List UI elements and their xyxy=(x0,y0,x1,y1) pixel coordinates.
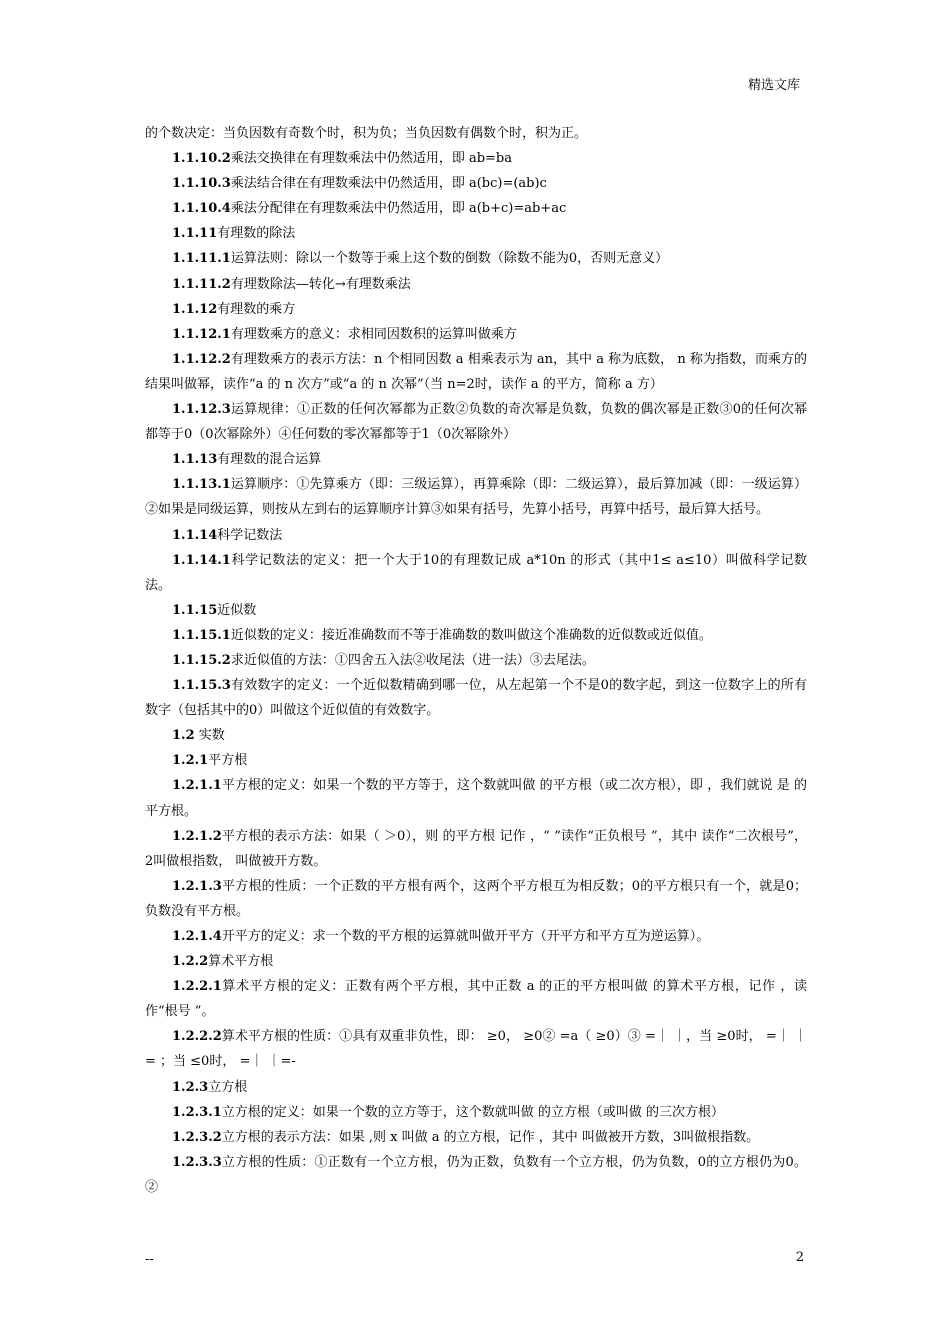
paragraph-text: 算术平方根 xyxy=(208,954,274,970)
paragraph-text: 近似数 xyxy=(217,602,257,618)
section-number: 1.1.12 xyxy=(172,301,218,317)
section-number: 1.1.13.1 xyxy=(172,477,231,493)
page-number: 2 xyxy=(795,1250,804,1265)
paragraph xyxy=(145,598,807,623)
paragraph xyxy=(145,1100,807,1125)
paragraph-text: 有理数乘方的表示方法：n 个相同因数 a 相乘表示为 an，其中 a 称为底数， n 称为指数，而乘方的结果叫做幂，读作“a 的 n 次方”或“a 的 n 次幂”（当 n=2时，读作 a 的平方，简称 a 方） xyxy=(145,351,807,392)
paragraph xyxy=(145,824,807,874)
paragraph xyxy=(145,623,807,648)
paragraph-text: 运算规律：①正数的任何次幂都为正数②负数的奇次幂是负数，负数的偶次幂是正数③0的任何次幂都等于0（0次幂除外）④任何数的零次幂都等于1（0次幂除外） xyxy=(145,402,807,443)
paragraph-text: 求近似值的方法：①四舍五入法②收尾法（进一法）③去尾法。 xyxy=(230,652,595,668)
section-number: 1.1.15 xyxy=(172,602,218,618)
paragraph-text: 有理数的除法 xyxy=(217,226,296,242)
section-number: 1.2.1 xyxy=(172,753,209,769)
section-number: 1.1.12.1 xyxy=(172,326,231,342)
section-number: 1.1.11 xyxy=(172,226,218,242)
section-number: 1.2.3.3 xyxy=(172,1154,222,1170)
paragraph-text: 立方根的表示方法：如果 ,则 x 叫做 a 的立方根，记作 ，其中 叫做被开方数，3叫做根指数。 xyxy=(221,1129,760,1145)
paragraph-text: 运算法则：除以一个数等于乘上这个数的倒数（除数不能为0，否则无意义） xyxy=(230,251,669,267)
section-number: 1.2.2.1 xyxy=(172,979,222,995)
paragraph-text: 平方根的定义：如果一个数的平方等于，这个数就叫做 的平方根（或二次方根），即 ，我们就说 是 的平方根。 xyxy=(145,778,807,819)
section-number: 1.2.3.1 xyxy=(172,1104,222,1120)
paragraph xyxy=(145,322,807,347)
paragraph-text: 有理数的混合运算 xyxy=(217,452,322,468)
section-number: 1.1.12.3 xyxy=(172,402,231,418)
paragraph-text: 有效数字的定义：一个近似数精确到哪一位，从左起第一个不是0的数字起，到这一位数字上的所有数字（包括其中的0）叫做这个近似值的有效数字。 xyxy=(145,678,807,719)
paragraph-text: 平方根的表示方法：如果（ ＞0），则 的平方根 记作 ，“ ”读作“正负根号 ”，其中 读作“二次根号”，2叫做根指数， 叫做被开方数。 xyxy=(145,828,807,869)
section-number: 1.1.14 xyxy=(172,527,218,543)
section-number: 1.2.1.1 xyxy=(172,778,222,794)
paragraph xyxy=(145,397,807,447)
section-number: 1.2.2 xyxy=(172,954,209,970)
paragraph xyxy=(145,548,807,598)
section-number: 1.2.1.4 xyxy=(172,929,222,944)
paragraph xyxy=(145,121,807,146)
paragraph xyxy=(145,748,807,773)
section-number: 1.1.13 xyxy=(172,452,218,468)
paragraph-text: 平方根的性质：一个正数的平方根有两个，这两个平方根互为相反数；0的平方根只有一个，就是0；负数没有平方根。 xyxy=(145,878,807,919)
paragraph-text: 乘法结合律在有理数乘法中仍然适用，即 a(bc)=(ab)c xyxy=(230,176,547,192)
section-number: 1.2 xyxy=(172,728,195,744)
section-number: 1.1.11.2 xyxy=(172,276,231,292)
section-number: 1.2.3.2 xyxy=(172,1129,222,1145)
paragraph xyxy=(145,297,807,322)
paragraph xyxy=(145,648,807,673)
section-number: 1.1.15.2 xyxy=(172,652,231,668)
paragraph-text: 有理数乘方的意义：求相同因数积的运算叫做乘方 xyxy=(230,326,517,342)
paragraph-text: 的个数决定：当负因数有奇数个时，积为负；当负因数有偶数个时，积为正。 xyxy=(145,126,588,141)
paragraph-text: 科学记数法 xyxy=(217,527,283,543)
paragraph-text: 乘法交换律在有理数乘法中仍然适用，即 ab=ba xyxy=(230,151,512,167)
paragraph-text: 立方根 xyxy=(208,1079,248,1095)
paragraph xyxy=(145,1024,807,1074)
section-number: 1.2.2.2 xyxy=(172,1029,222,1045)
paragraph-text: 乘法分配律在有理数乘法中仍然适用，即 a(b+c)=ab+ac xyxy=(230,201,567,217)
section-number: 1.1.12.2 xyxy=(172,351,231,367)
paragraph xyxy=(145,1150,807,1200)
paragraph xyxy=(145,1075,807,1100)
paragraph-text: 开平方的定义：求一个数的平方根的运算就叫做开平方（开平方和平方互为逆运算）。 xyxy=(221,929,710,944)
paragraph xyxy=(145,272,807,297)
paragraph-text: 运算顺序：①先算乘方（即：三级运算），再算乘除（即：二级运算），最后算加减（即：一级运算）②如果是同级运算，则按从左到右的运算顺序计算③如果有括号，先算小括号，再算中括号，最后算大括号。 xyxy=(145,477,807,518)
section-number: 1.2.1.3 xyxy=(172,878,222,894)
paragraph xyxy=(145,773,807,823)
paragraph xyxy=(145,146,807,171)
paragraph xyxy=(145,523,807,548)
paragraph xyxy=(145,924,807,949)
section-number: 1.1.10.2 xyxy=(172,151,231,167)
paragraph xyxy=(145,347,807,397)
paragraph xyxy=(145,171,807,196)
section-number: 1.2.1.2 xyxy=(172,828,222,844)
paragraph-text: 算术平方根的定义：正数有两个平方根，其中正数 a 的正的平方根叫做 的算术平方根，记作 ，读作“根号 ”。 xyxy=(145,979,807,1020)
paragraph xyxy=(145,472,807,522)
paragraph-text: 立方根的定义：如果一个数的立方等于，这个数就叫做 的立方根（或叫做 的三次方根） xyxy=(221,1104,725,1120)
paragraph xyxy=(145,874,807,924)
paragraph xyxy=(145,723,807,748)
document-body xyxy=(145,121,807,1200)
paragraph-text: 算术平方根的性质：①具有双重非负性，即： ≥0， ≥0② =a（ ≥0）③ =｜ ｜，当 ≥0时， =｜ ｜= ；当 ≤0时， =｜ ｜=- xyxy=(145,1029,807,1070)
paragraph-text: 立方根的性质：①正数有一个立方根，仍为正数，负数有一个立方根，仍为负数，0的立方根仍为0。② xyxy=(145,1154,807,1195)
paragraph-text: 实数 xyxy=(194,728,225,744)
section-number: 1.1.15.1 xyxy=(172,627,231,643)
paragraph-text: 有理数除法—转化→有理数乘法 xyxy=(230,276,411,292)
paragraph-text: 近似数的定义：接近准确数而不等于准确数的数叫做这个准确数的近似数或近似值。 xyxy=(230,627,712,643)
paragraph-text: 科学记数法的定义：把一个大于10的有理数记成 a*10n 的形式（其中1≤ a≤10）叫做科学记数法。 xyxy=(145,552,807,593)
section-number: 1.1.10.4 xyxy=(172,201,231,217)
paragraph xyxy=(145,974,807,1024)
paragraph xyxy=(145,949,807,974)
paragraph xyxy=(145,673,807,723)
section-number: 1.1.11.1 xyxy=(172,251,231,267)
paragraph-text: 有理数的乘方 xyxy=(217,301,296,317)
section-number: 1.2.3 xyxy=(172,1079,209,1095)
section-number: 1.1.15.3 xyxy=(172,678,231,694)
paragraph-text: 平方根 xyxy=(208,753,248,769)
paragraph xyxy=(145,447,807,472)
paragraph xyxy=(145,221,807,246)
section-number: 1.1.10.3 xyxy=(172,176,231,192)
footer-marker: -- xyxy=(145,1252,154,1267)
paragraph xyxy=(145,1125,807,1150)
page-header: 精选文库 xyxy=(747,78,800,93)
section-number: 1.1.14.1 xyxy=(172,552,231,568)
paragraph xyxy=(145,196,807,221)
paragraph xyxy=(145,246,807,271)
